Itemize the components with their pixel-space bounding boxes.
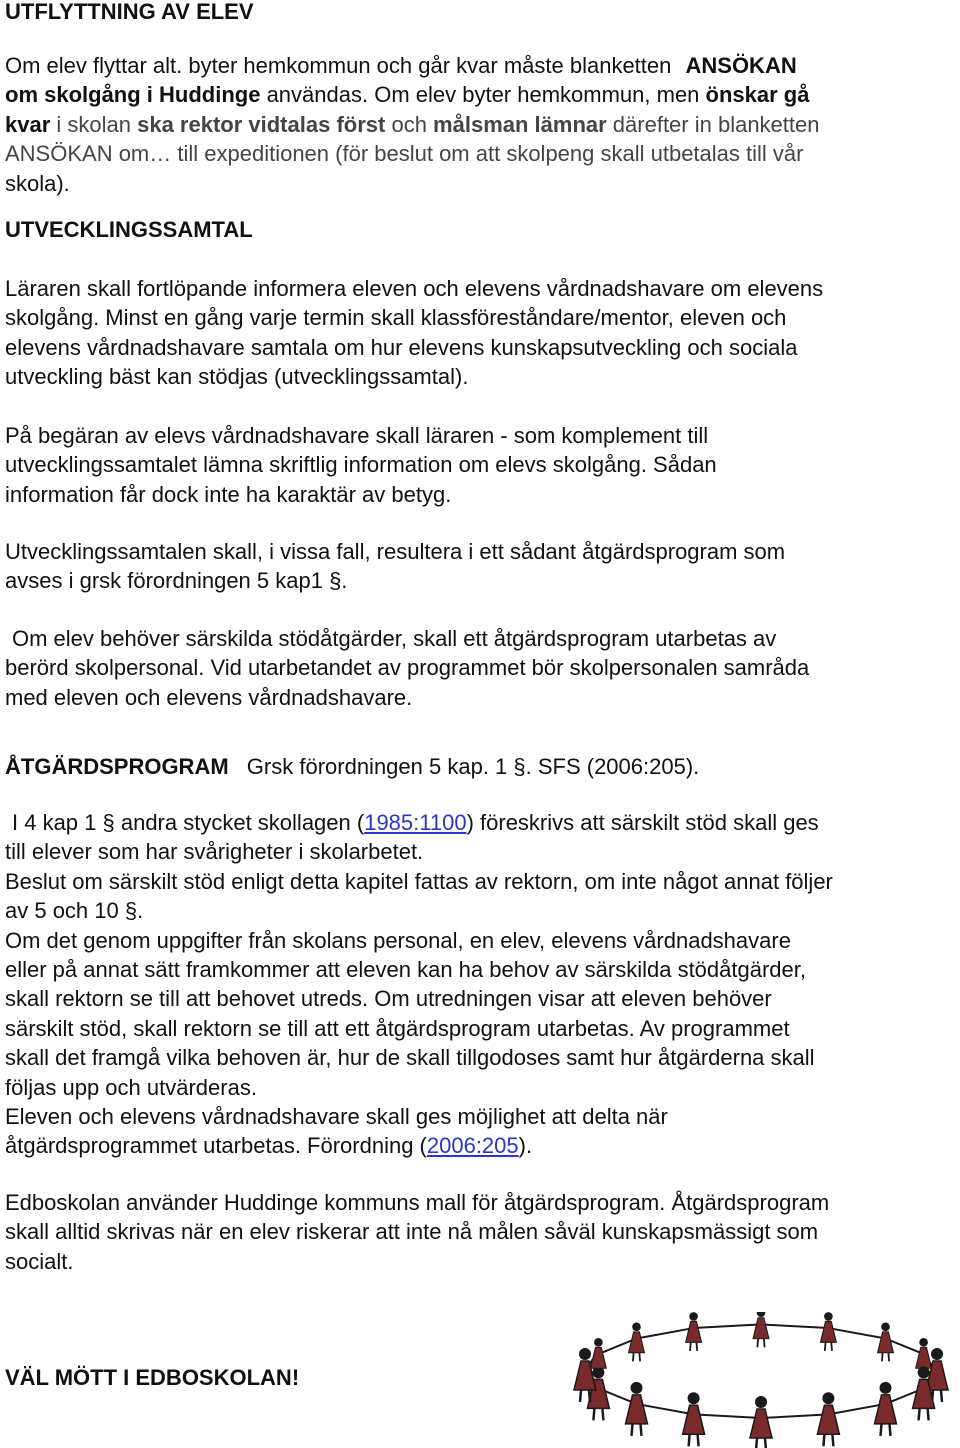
text-line: Eleven och elevens vårdnadshavare skall ges möjlighet att delta när: [5, 1104, 668, 1130]
closing-greeting: VÄL MÖTT I EDBOSKOLAN!: [5, 1365, 300, 1390]
heading-atgardsprogram-reference: Grsk förordningen 5 kap. 1 §. SFS (2006:205).: [246, 754, 700, 779]
text-line: skola).: [5, 170, 70, 196]
child-figure: [817, 1392, 839, 1446]
child-figure: [683, 1392, 705, 1446]
text-span: ).: [518, 1133, 533, 1159]
text-line: skall det framgå vilka behoven är, hur de skall tillgodoses samt hur åtgärderna skall: [5, 1045, 815, 1071]
paragraph-utvecklingssamtal-4: [5, 624, 960, 712]
text-span: I 4 kap 1 § andra stycket skollagen (: [12, 810, 365, 835]
text-line: till elever som har svårigheter i skolarbetet.: [5, 839, 424, 865]
text-line: med eleven och elevens vårdnadshavare.: [5, 684, 413, 710]
text-span: därefter in blanketten: [606, 111, 820, 137]
heading-utflyttning: UTFLYTTNING AV ELEV: [5, 0, 254, 24]
paragraph-utvecklingssamtal-1: [5, 274, 960, 392]
paragraph-utvecklingssamtal-2: [5, 421, 960, 509]
text-line: eller på annat sätt framkommer att eleven kan ha behov av särskilda stödåtgärder,: [5, 957, 806, 983]
holding-hands-arm: [828, 1328, 885, 1338]
text-line: följas upp och utvärderas.: [5, 1074, 257, 1100]
text-line: särskilt stöd, skall rektorn se till att ett åtgärdsprogram utarbetas. Av programmet: [5, 1015, 790, 1041]
text-line: skolgång. Minst en gång varje termin skall klassföreståndare/mentor, eleven och: [5, 305, 787, 331]
children-circle-svg: [562, 1312, 960, 1448]
text-line: ANSÖKAN om… till expeditionen (för beslut om att skolpeng skall utbetalas till vår: [5, 141, 804, 167]
text-line: skall rektorn se till att behovet utreds. Om utredningen visar att eleven behöver: [5, 986, 772, 1012]
text-line: utvecklingssamtalet lämna skriftlig information om elevs skolgång. Sådan: [5, 452, 717, 478]
form-name-bold: ANSÖKAN: [685, 53, 797, 78]
child-figure: [750, 1396, 772, 1448]
figures-group: [574, 1312, 948, 1448]
holding-hands-arm: [761, 1324, 828, 1328]
paragraph-atgardsprogram-2: [5, 1188, 960, 1276]
holding-hands-arm: [694, 1324, 761, 1328]
text-span: ) föreskrivs att särskilt stöd skall ges: [466, 810, 819, 835]
child-figure: [686, 1312, 702, 1351]
text-line: Edboskolan använder Huddinge kommuns mall för åtgärdsprogram. Åtgärdsprogram: [5, 1190, 830, 1215]
text-line: berörd skolpersonal. Vid utarbetandet av programmet bör skolpersonalen samråda: [5, 655, 810, 681]
text-line: Om det genom uppgifter från skolans personal, en elev, elevens vårdnadshavare: [5, 927, 791, 953]
paragraph-utflyttning: [5, 51, 960, 198]
emphasis-bold: kvar: [5, 111, 51, 137]
child-figure: [878, 1323, 894, 1362]
heading-utvecklingssamtal: UTVECKLINGSSAMTAL: [5, 217, 253, 242]
child-figure: [753, 1312, 769, 1347]
emphasis-bold: målsman lämnar: [433, 111, 607, 137]
text-line: socialt.: [5, 1248, 74, 1274]
form-name-bold: om skolgång i Huddinge: [5, 82, 261, 108]
heading-atgardsprogram-title: ÅTGÄRDSPROGRAM: [5, 754, 229, 779]
text-line: [5, 51, 960, 80]
text-span: Om elev flyttar alt. byter hemkommun och går kvar måste blanketten: [5, 53, 678, 78]
text-line: avses i grsk förordningen 5 kap1 §.: [5, 568, 348, 594]
text-line: [5, 1131, 960, 1160]
text-line: Läraren skall fortlöpande informera eleven och elevens vårdnadshavare om elevens: [5, 276, 824, 301]
children-holding-hands-circle-icon: [562, 1312, 960, 1448]
text-span: användas. Om elev byter hemkommun, men: [260, 82, 706, 108]
text-line: elevens vårdnadshavare samtala om hur elevens kunskapsutveckling och sociala: [5, 334, 798, 360]
holding-hands-arm: [694, 1414, 761, 1418]
text-span: åtgärdsprogrammet utarbetas. Förordning (: [5, 1133, 427, 1159]
text-line: Beslut om särskilt stöd enligt detta kapitel fattas av rektorn, om inte något annat följer: [5, 868, 833, 894]
text-line: skall alltid skrivas när en elev riskerar att inte nå målen såväl kunskapsmässigt som: [5, 1219, 819, 1245]
text-line: information får dock inte ha karaktär av betyg.: [5, 481, 452, 507]
paragraph-atgardsprogram-1: [5, 808, 960, 1161]
sfs-2006-205-link[interactable]: 2006:205: [426, 1133, 519, 1159]
child-figure: [820, 1312, 836, 1351]
text-line: [5, 110, 960, 139]
holding-hands-arm: [637, 1328, 694, 1338]
text-line: Utvecklingssamtalen skall, i vissa fall, resultera i ett sådant åtgärdsprogram som: [5, 539, 786, 564]
text-span: och: [385, 111, 434, 137]
sfs-1985-1100-link[interactable]: 1985:1100: [364, 810, 467, 835]
heading-atgardsprogram: [5, 752, 960, 781]
child-figure: [629, 1323, 645, 1362]
text-line: av 5 och 10 §.: [5, 898, 144, 924]
text-line: [5, 80, 960, 109]
text-line: Om elev behöver särskilda stödåtgärder, skall ett åtgärdsprogram utarbetas av: [12, 626, 777, 651]
text-span: i skolan: [50, 111, 138, 137]
emphasis-bold: önskar gå: [705, 82, 810, 108]
text-line: utveckling bäst kan stödjas (utvecklingssamtal).: [5, 364, 469, 390]
text-line: På begäran av elevs vårdnadshavare skall läraren - som komplement till: [5, 423, 709, 448]
child-figure: [875, 1382, 897, 1436]
emphasis-bold: ska rektor vidtalas först: [137, 111, 386, 137]
text-line: [5, 808, 960, 837]
holding-hands-arm: [761, 1414, 828, 1418]
child-figure: [626, 1382, 648, 1436]
paragraph-utvecklingssamtal-3: [5, 537, 960, 596]
